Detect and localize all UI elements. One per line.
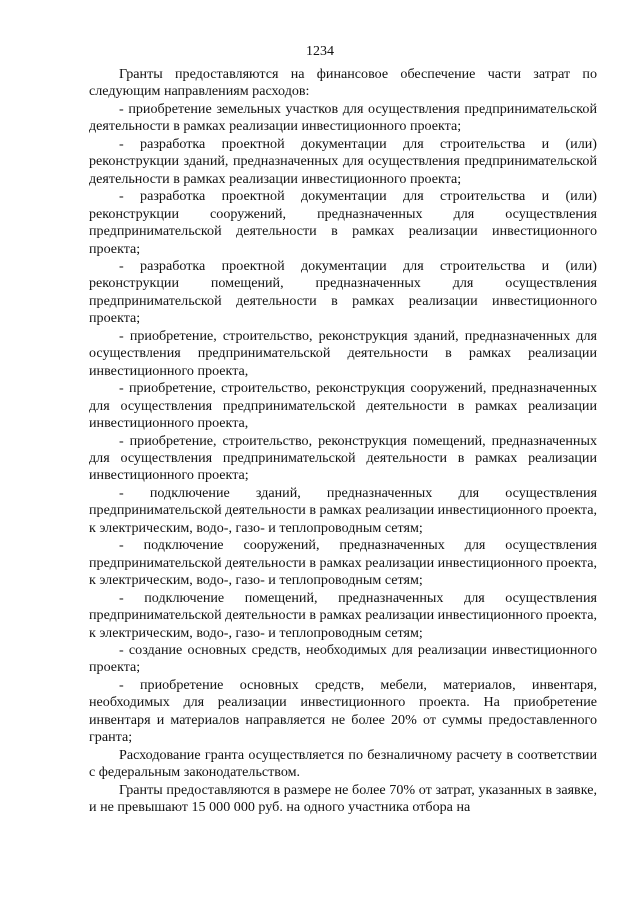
list-item-fixed-assets: - создание основных средств, необходимых для реализации инвестиционного проекта; <box>89 641 597 676</box>
list-item-equipment-purchase: - приобретение основных средств, мебели, материалов, инвентаря, необходимых для реализации инвестиционного проекта. На приобретение инвентаря и материалов направляется не более 20% от суммы предоставленного гранта; <box>89 676 597 746</box>
list-item-connect-structures: - подключение сооружений, предназначенных для осуществления предпринимательской деятельности в рамках реализации инвестиционного проекта, к электрическим, водо-, газо- и теплопроводным сетям; <box>89 537 597 589</box>
list-item-construct-structures: - приобретение, строительство, реконструкция сооружений, предназначенных для осуществления предпринимательской деятельности в рамках реализации инвестиционного проекта, <box>89 380 597 432</box>
list-item-construct-premises: - приобретение, строительство, реконструкция помещений, предназначенных для осуществления предпринимательской деятельности в рамках реализации инвестиционного проекта; <box>89 432 597 484</box>
page-number: 1234 <box>306 44 334 59</box>
intro-paragraph: Гранты предоставляются на финансовое обеспечение части затрат по следующим направлениям расходов: <box>89 66 597 100</box>
list-item-design-premises: - разработка проектной документации для строительства и (или) реконструкции помещений, предназначенных для осуществления предпринимательской деятельности в рамках реализации инвестиционного проекта; <box>89 257 597 327</box>
list-item-connect-buildings: - подключение зданий, предназначенных для осуществления предпринимательской деятельности в рамках реализации инвестиционного проекта, к электрическим, водо-, газо- и теплопроводным сетям; <box>89 484 597 536</box>
list-item-design-structures: - разработка проектной документации для строительства и (или) реконструкции сооружений, предназначенных для осуществления предпринимательской деятельности в рамках реализации инвестиционного проекта; <box>89 188 597 257</box>
list-item-construct-buildings: - приобретение, строительство, реконструкция зданий, предназначенных для осуществления предпринимательской деятельности в рамках реализации инвестиционного проекта, <box>89 327 597 379</box>
list-item-connect-premises: - подключение помещений, предназначенных для осуществления предпринимательской деятельности в рамках реализации инвестиционного проекта, к электрическим, водо-, газо- и теплопроводным сетям; <box>89 589 597 641</box>
list-item-land-acquisition: - приобретение земельных участков для осуществления предпринимательской деятельности в рамках реализации инвестиционного проекта; <box>89 100 597 135</box>
grant-amount-paragraph: Гранты предоставляются в размере не более 70% от затрат, указанных в заявке, и не превышают 15 000 000 руб. на одного участника отбора на <box>89 781 597 816</box>
list-item-design-buildings: - разработка проектной документации для строительства и (или) реконструкции зданий, предназначенных для осуществления предпринимательской деятельности в рамках реализации инвестиционного проекта; <box>89 135 597 187</box>
grant-spending-paragraph: Расходование гранта осуществляется по безналичному расчету в соответствии с федеральным законодательством. <box>89 746 597 781</box>
document-body <box>89 66 597 816</box>
